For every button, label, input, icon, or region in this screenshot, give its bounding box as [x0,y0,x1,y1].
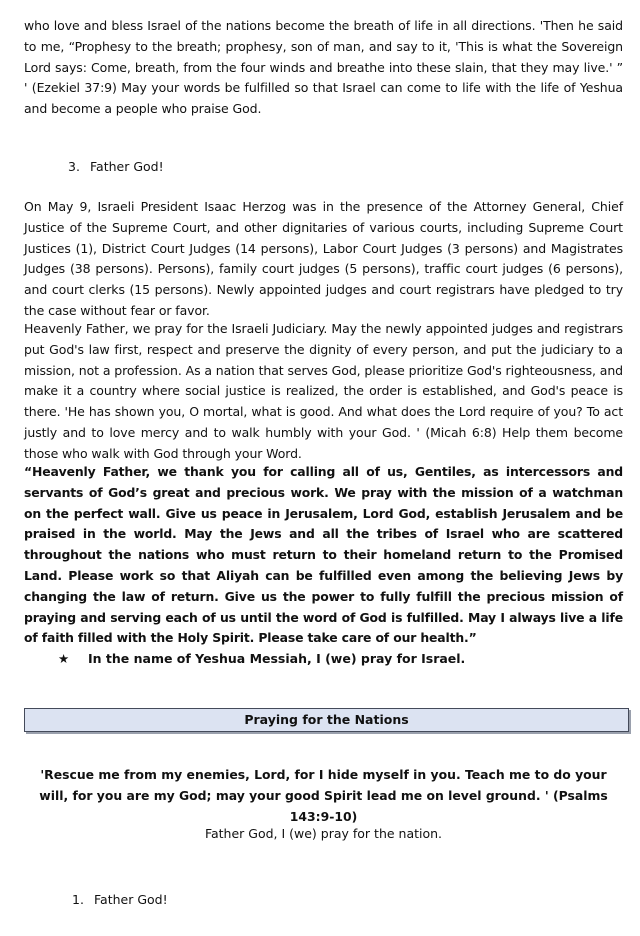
bold-prayer-paragraph: “Heavenly Father, we thank you for calling all of us, Gentiles, as intercessors and servants of God’s great and precious work. We pray with the mission of a watchman on the perfect wall. Give us peace in Jerusalem, Lord God, establish Jerusalem and be praised in the world. May the Jews and all the tribes of Israel who are scattered throughout the nations who must return to their homeland return to the Promised Land. Please work so that Aliyah can be fulfilled even among the believing Jews by changing the law of return. Give us the power to fully fulfill the precious mission of praying and serving each of us until the word of God is fulfilled. May I always live a life of faith filled with the Holy Spirit. Please take care of our health.” [24,464,623,646]
closing-prayer-line [58,650,465,668]
item-number: 3. [68,159,80,174]
nation-prayer-line: Father God, I (we) pray for the nation. [204,826,443,841]
section-heading: Praying for the Nations [24,708,629,732]
intro-paragraph: who love and bless Israel of the nations become the breath of life in all directions. 'Then he said to me, “Prophesy to the breath; prophesy, son of man, and say to it, 'This is what the Sovereign Lord says: Come, breath, from the four winds and breathe into these slain, that they may live.' ” ' (Ezekiel 37:9) May your words be fulfilled so that Israel can come to life with the life of Yeshua and become a people who praise God. [24,18,623,117]
item-text: Father God! [94,892,168,907]
numbered-item-3 [68,158,164,176]
item-number: 1. [72,892,84,907]
star-icon: ★ [58,651,70,666]
news-paragraph: On May 9, Israeli President Isaac Herzog was in the presence of the Attorney General, Chief Justice of the Supreme Court, and other dignitaries of various courts, including Supreme Court Justices (1), District Court Judges (14 persons), Labor Court Judges (3 persons) and Magistrates Judges (38 persons). Persons), family court judges (5 persons), traffic court judges (6 persons), and court clerks (15 persons). Newly appointed judges and court registrars have pledged to try the case without fear or favor. [24,199,623,318]
scripture-quote: 'Rescue me from my enemies, Lord, for I hide myself in you. Teach me to do your will, for you are my God; may your good Spirit lead me on level ground. ' (Psalms 143:9-10) [39,767,608,825]
numbered-item-1 [72,891,168,909]
item-text: Father God! [90,159,164,174]
closing-prayer-text: In the name of Yeshua Messiah, I (we) pray for Israel. [88,651,466,666]
prayer-paragraph: Heavenly Father, we pray for the Israeli Judiciary. May the newly appointed judges and registrars put God's law first, respect and preserve the dignity of every person, and put the judiciary to a mission, not a profession. As a nation that serves God, please prioritize God's righteousness, and make it a country where social justice is realized, the order is established, and God's peace is there. 'He has shown you, O mortal, what is good. And what does the Lord require of you? To act justly and to love mercy and to walk humbly with your God. ' (Micah 6:8) Help them become those who walk with God through your Word. [24,321,623,461]
